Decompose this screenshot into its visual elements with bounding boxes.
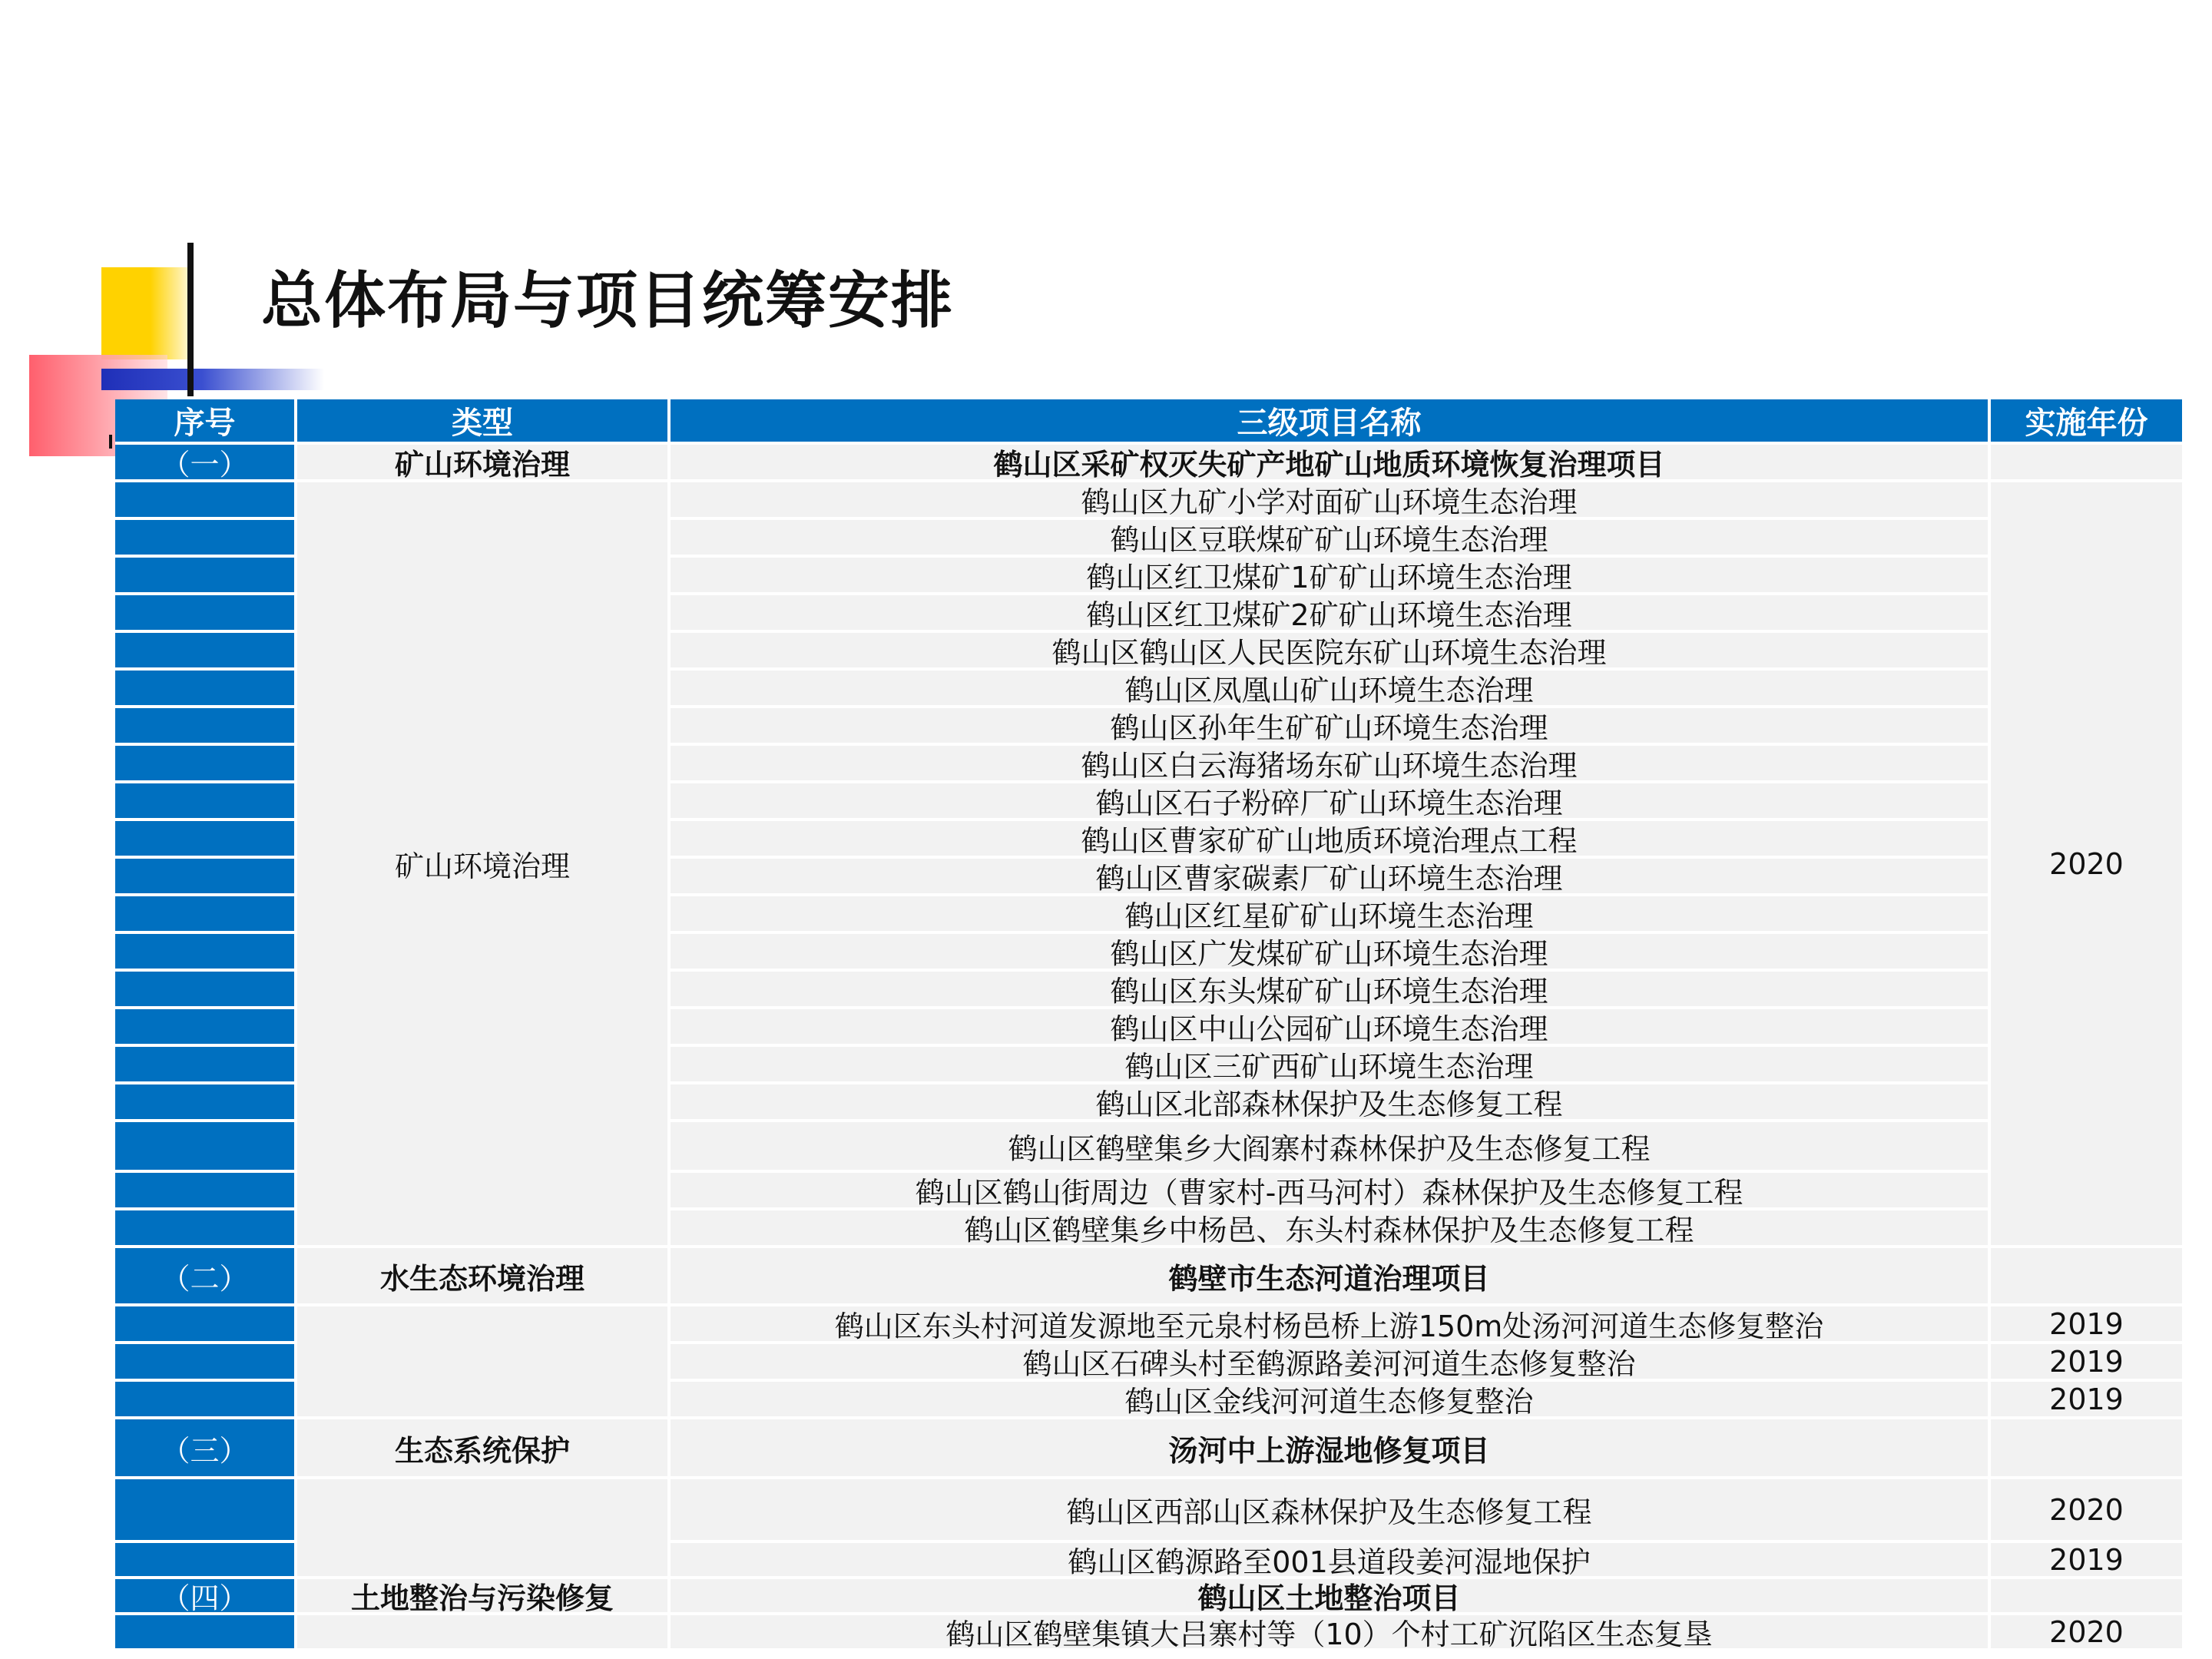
header-project-name: 三级项目名称 [671,399,1991,445]
project-name-cell: 鹤山区中山公园矿山环境生态治理 [671,1009,1991,1047]
sub-type-cell [297,1615,671,1651]
project-table [115,399,2185,1651]
section-seq: （一） [115,445,297,482]
seq-cell [115,482,297,520]
seq-cell [115,520,297,558]
project-name-cell: 鹤山区九矿小学对面矿山环境生态治理 [671,482,1991,520]
year-cell: 2020 [1991,1615,2185,1651]
project-name-cell: 鹤山区曹家碳素厂矿山环境生态治理 [671,859,1991,896]
project-name-cell: 鹤山区三矿西矿山环境生态治理 [671,1047,1991,1084]
title-accent-tick [109,435,112,449]
seq-cell [115,1047,297,1084]
project-name-cell: 鹤山区北部森林保护及生态修复工程 [671,1084,1991,1122]
project-name-cell: 鹤山区石碑头村至鹤源路姜河河道生态修复整治 [671,1344,1991,1382]
seq-cell [115,1009,297,1047]
sub-type-cell [297,1479,671,1579]
project-name-cell: 鹤山区曹家矿矿山地质环境治理点工程 [671,821,1991,859]
project-name-cell: 鹤山区鹤山街周边（曹家村-西马河村）森林保护及生态修复工程 [671,1173,1991,1210]
project-name-cell: 鹤山区白云海猪场东矿山环境生态治理 [671,746,1991,783]
title-accent-yellow [101,267,190,359]
section-year [1991,1579,2185,1615]
section-type: 矿山环境治理 [297,445,671,482]
header-type: 类型 [297,399,671,445]
header-seq: 序号 [115,399,297,445]
seq-cell [115,859,297,896]
project-name-cell: 鹤山区东头煤矿矿山环境生态治理 [671,972,1991,1009]
year-cell: 2019 [1991,1306,2185,1344]
project-name-cell: 鹤山区孙年生矿矿山环境生态治理 [671,708,1991,746]
header-year: 实施年份 [1991,399,2185,445]
section-project: 鹤壁市生态河道治理项目 [671,1248,1991,1306]
section-project: 鹤山区采矿权灭失矿产地矿山地质环境恢复治理项目 [671,445,1991,482]
seq-cell [115,1479,297,1543]
seq-cell [115,671,297,708]
year-cell: 2020 [1991,482,2185,1248]
project-name-cell: 鹤山区金线河河道生态修复整治 [671,1382,1991,1419]
project-name-cell: 鹤山区红星矿矿山环境生态治理 [671,896,1991,934]
seq-cell [115,633,297,671]
seq-cell [115,1122,297,1173]
page-title: 总体布局与项目统筹安排 [261,265,954,336]
project-name-cell: 鹤山区鹤壁集乡大阎寨村森林保护及生态修复工程 [671,1122,1991,1173]
project-name-cell: 鹤山区红卫煤矿1矿矿山环境生态治理 [671,558,1991,595]
section-type: 水生态环境治理 [297,1248,671,1306]
section-seq: （四） [115,1579,297,1615]
seq-cell [115,1084,297,1122]
section-seq: （三） [115,1419,297,1479]
title-accent-line [187,243,194,396]
project-name-cell: 鹤山区鹤源路至001县道段姜河湿地保护 [671,1543,1991,1579]
seq-cell [115,1210,297,1248]
project-name-cell: 鹤山区广发煤矿矿山环境生态治理 [671,934,1991,972]
section-project: 汤河中上游湿地修复项目 [671,1419,1991,1479]
seq-cell [115,1344,297,1382]
seq-cell [115,821,297,859]
sub-type-cell: 矿山环境治理 [297,482,671,1248]
project-name-cell: 鹤山区鹤壁集乡中杨邑、东头村森林保护及生态修复工程 [671,1210,1991,1248]
year-cell: 2019 [1991,1543,2185,1579]
project-name-cell: 鹤山区鹤山区人民医院东矿山环境生态治理 [671,633,1991,671]
seq-cell [115,746,297,783]
year-cell: 2020 [1991,1479,2185,1543]
seq-cell [115,1382,297,1419]
seq-cell [115,1543,297,1579]
seq-cell [115,896,297,934]
seq-cell [115,708,297,746]
seq-cell [115,783,297,821]
project-name-cell: 鹤山区豆联煤矿矿山环境生态治理 [671,520,1991,558]
section-year [1991,1419,2185,1479]
project-name-cell: 鹤山区西部山区森林保护及生态修复工程 [671,1479,1991,1543]
section-type: 生态系统保护 [297,1419,671,1479]
seq-cell [115,972,297,1009]
seq-cell [115,595,297,633]
section-year [1991,1248,2185,1306]
seq-cell [115,1173,297,1210]
project-name-cell: 鹤山区石子粉碎厂矿山环境生态治理 [671,783,1991,821]
seq-cell [115,1306,297,1344]
section-type: 土地整治与污染修复 [297,1579,671,1615]
year-cell: 2019 [1991,1382,2185,1419]
section-year [1991,445,2185,482]
title-accent-blue [101,369,324,390]
section-seq: （二） [115,1248,297,1306]
project-name-cell: 鹤山区凤凰山矿山环境生态治理 [671,671,1991,708]
project-name-cell: 鹤山区红卫煤矿2矿矿山环境生态治理 [671,595,1991,633]
project-name-cell: 鹤山区东头村河道发源地至元泉村杨邑桥上游150m处汤河河道生态修复整治 [671,1306,1991,1344]
seq-cell [115,558,297,595]
section-project: 鹤山区土地整治项目 [671,1579,1991,1615]
year-cell: 2019 [1991,1344,2185,1382]
project-name-cell: 鹤山区鹤壁集镇大吕寨村等（10）个村工矿沉陷区生态复垦 [671,1615,1991,1651]
sub-type-cell [297,1306,671,1419]
seq-cell [115,934,297,972]
seq-cell [115,1615,297,1651]
